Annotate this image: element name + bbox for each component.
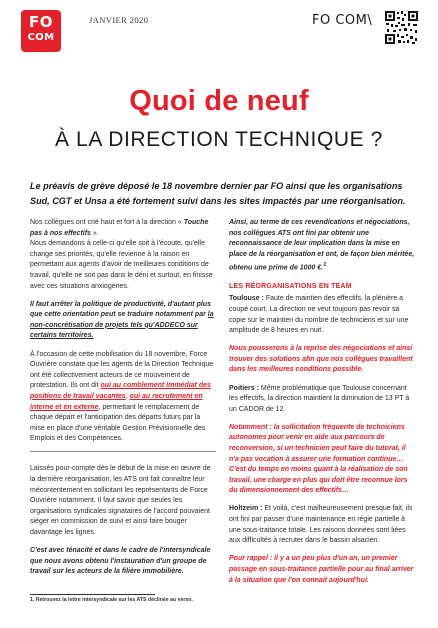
qr-code-icon <box>384 10 419 45</box>
text-run-highlight: oui au comblement immédiat des positions de travail vacantes <box>30 382 211 400</box>
issue-date: JANVIER 2020 <box>89 15 149 25</box>
left-paragraph-4 <box>30 350 216 445</box>
text-run-emphasis: Il faut arrêter la politique de productivité, d'autant plus que cette orientation peut se traduire notamment par <box>30 300 211 319</box>
site-name: Holtzeim : <box>229 505 265 513</box>
text-run: Nos collègues ont crié haut et fort à la direction « <box>30 219 184 226</box>
logo-line1: FO <box>29 13 53 31</box>
footnote-marker: 1 <box>323 262 327 269</box>
text-run-underlined: la non-concrétisation de projets tels qu'ADDECO sur certains territoires. <box>30 311 214 340</box>
headline: Quoi de neuf <box>129 85 309 117</box>
logo-line2: COM <box>27 32 55 43</box>
left-column <box>30 218 216 585</box>
text-run: Nous demandons à celle-ci qu'elle soit à l'écoute, qu'elle change ses priorités, qu'elle revienne à la raison en permettant aux agents d'avoir de meilleures conditions de travail, qu'elle ne soit pas dans le déni et surtout, en finisse avec ces situations anxiogènes. <box>30 240 213 290</box>
text-run: ». <box>90 229 99 237</box>
right-paragraph-highlight-2: Notamment : la sollicitation fréquente de techniciens autonomes pour venir en aide aux parcours de reconversion, si un technicien peut faire du tutorat, il n'a pas vocation à assurer une formation continue… C'est du temps en moins quant à la réalisation de son travail, une charge en plus qui doit être reconnue lors du dimensionnement des effectifs… <box>229 423 408 495</box>
right-paragraph-holtzeim <box>229 504 415 546</box>
subheadline: À LA DIRECTION TECHNIQUE ? <box>55 128 383 151</box>
right-paragraph-toulouse <box>229 294 415 336</box>
fo-com-logo <box>21 10 61 52</box>
left-paragraph-6: C'est avec ténacité et dans le cadre de l'intersyndicale que nous avons obtenu l'instauration d'un groupe de travail sur les acteurs de la filière immobilière. <box>30 547 211 576</box>
site-name: Toulouse : <box>229 295 266 303</box>
right-paragraph-1 <box>229 218 415 274</box>
left-paragraph-3 <box>30 300 216 342</box>
column-divider <box>30 451 216 464</box>
footnote: 1. Retrouvez la lettre intersyndicale sur les ATS déclinée au verso. <box>30 597 193 603</box>
text-run: Même problématique que Toulouse concernant les effectifs, la direction maintient la diminution de 13 PT à un CADOR de 12. <box>229 384 410 413</box>
text-run-emphasis: Touche pas à nos effectifs <box>30 219 209 237</box>
text-run-highlight: oui au recrutement en interne et en externe <box>30 392 203 411</box>
right-paragraph-highlight-3: Pour rappel : il y a un peu plus d'un an, un premier passage en sous-traitance partielle pour au final arriver à la situation que l'on connait aujourd'hui. <box>229 555 414 584</box>
brand-name: FO COM\ <box>312 13 373 28</box>
right-column <box>229 218 415 594</box>
left-paragraph-1 <box>30 218 216 292</box>
text-run: Faute de maintien des effectifs, la plénière a coupé court. La direction ne veut toujours pas revoir sa copie sur le maintien du nombre de techniciens et sur une amplitude de 8 heures en nuit. <box>229 295 409 335</box>
left-paragraph-5: Laissés pour-compte dès le début de la mise en œuvre de la dernière réorganisation, les ATS ont fait connaître leur mécontentement en sollicitant les représentants de Force Ouvrière notamment. Il faut savoir que seules les organisations syndicales signataires de l'accord pouvaient siéger en commission de suivi et ainsi faire bouger davantage les lignes. <box>30 465 211 536</box>
right-paragraph-poitiers <box>229 384 415 416</box>
footnote-rule <box>30 594 155 595</box>
site-name: Poitiers : <box>229 384 261 392</box>
text-run-emphasis: Ainsi, au terme de ces revendications et négociations, nos collègues ATS ont fini par obtenir une reconnaissance de leur implication dans la mise en place de la réorganisation et ont, de façon bien méritée, obtenu une prime de 1000 €. <box>229 219 415 272</box>
lead-paragraph: Le préavis de grève déposé le 18 novembre dernier par FO ainsi que les organisations Sud, CGT et Unsa a été fortement suivi dans les sites impactés par une réorganisation. <box>30 181 406 206</box>
text-run: , permettant le remplacement de chaque départ et l'anticipation des départs futurs par la mise en place d'une véritable Gestion Prévisionnelle des Emplois et des Compétences. <box>30 403 206 443</box>
text-run: À l'occasion de cette mobilisation du 18 novembre, Force Ouvrière constate que les agents de la Direction Technique ont été collectivement acteurs de ce mouvement de protestation. Ils ont dit <box>30 350 214 390</box>
text-run: Et voilà, c'est malheureusement presque fait, ils ont fini par passer d'une maintenance en régie partielle à une sous-traitance totale. Les raisons données sont liées aux difficultés à recruter dans le bassin alsacien. <box>229 505 413 545</box>
right-paragraph-highlight-1: Nous pousserons à la reprise des négociations et ainsi trouver des solutions afin que nos collègues travaillent dans les meilleures conditions possible. <box>229 345 413 374</box>
section-heading: LES RÉORGANISATIONS EN TEAM <box>229 282 352 290</box>
text-run: , <box>125 392 130 400</box>
